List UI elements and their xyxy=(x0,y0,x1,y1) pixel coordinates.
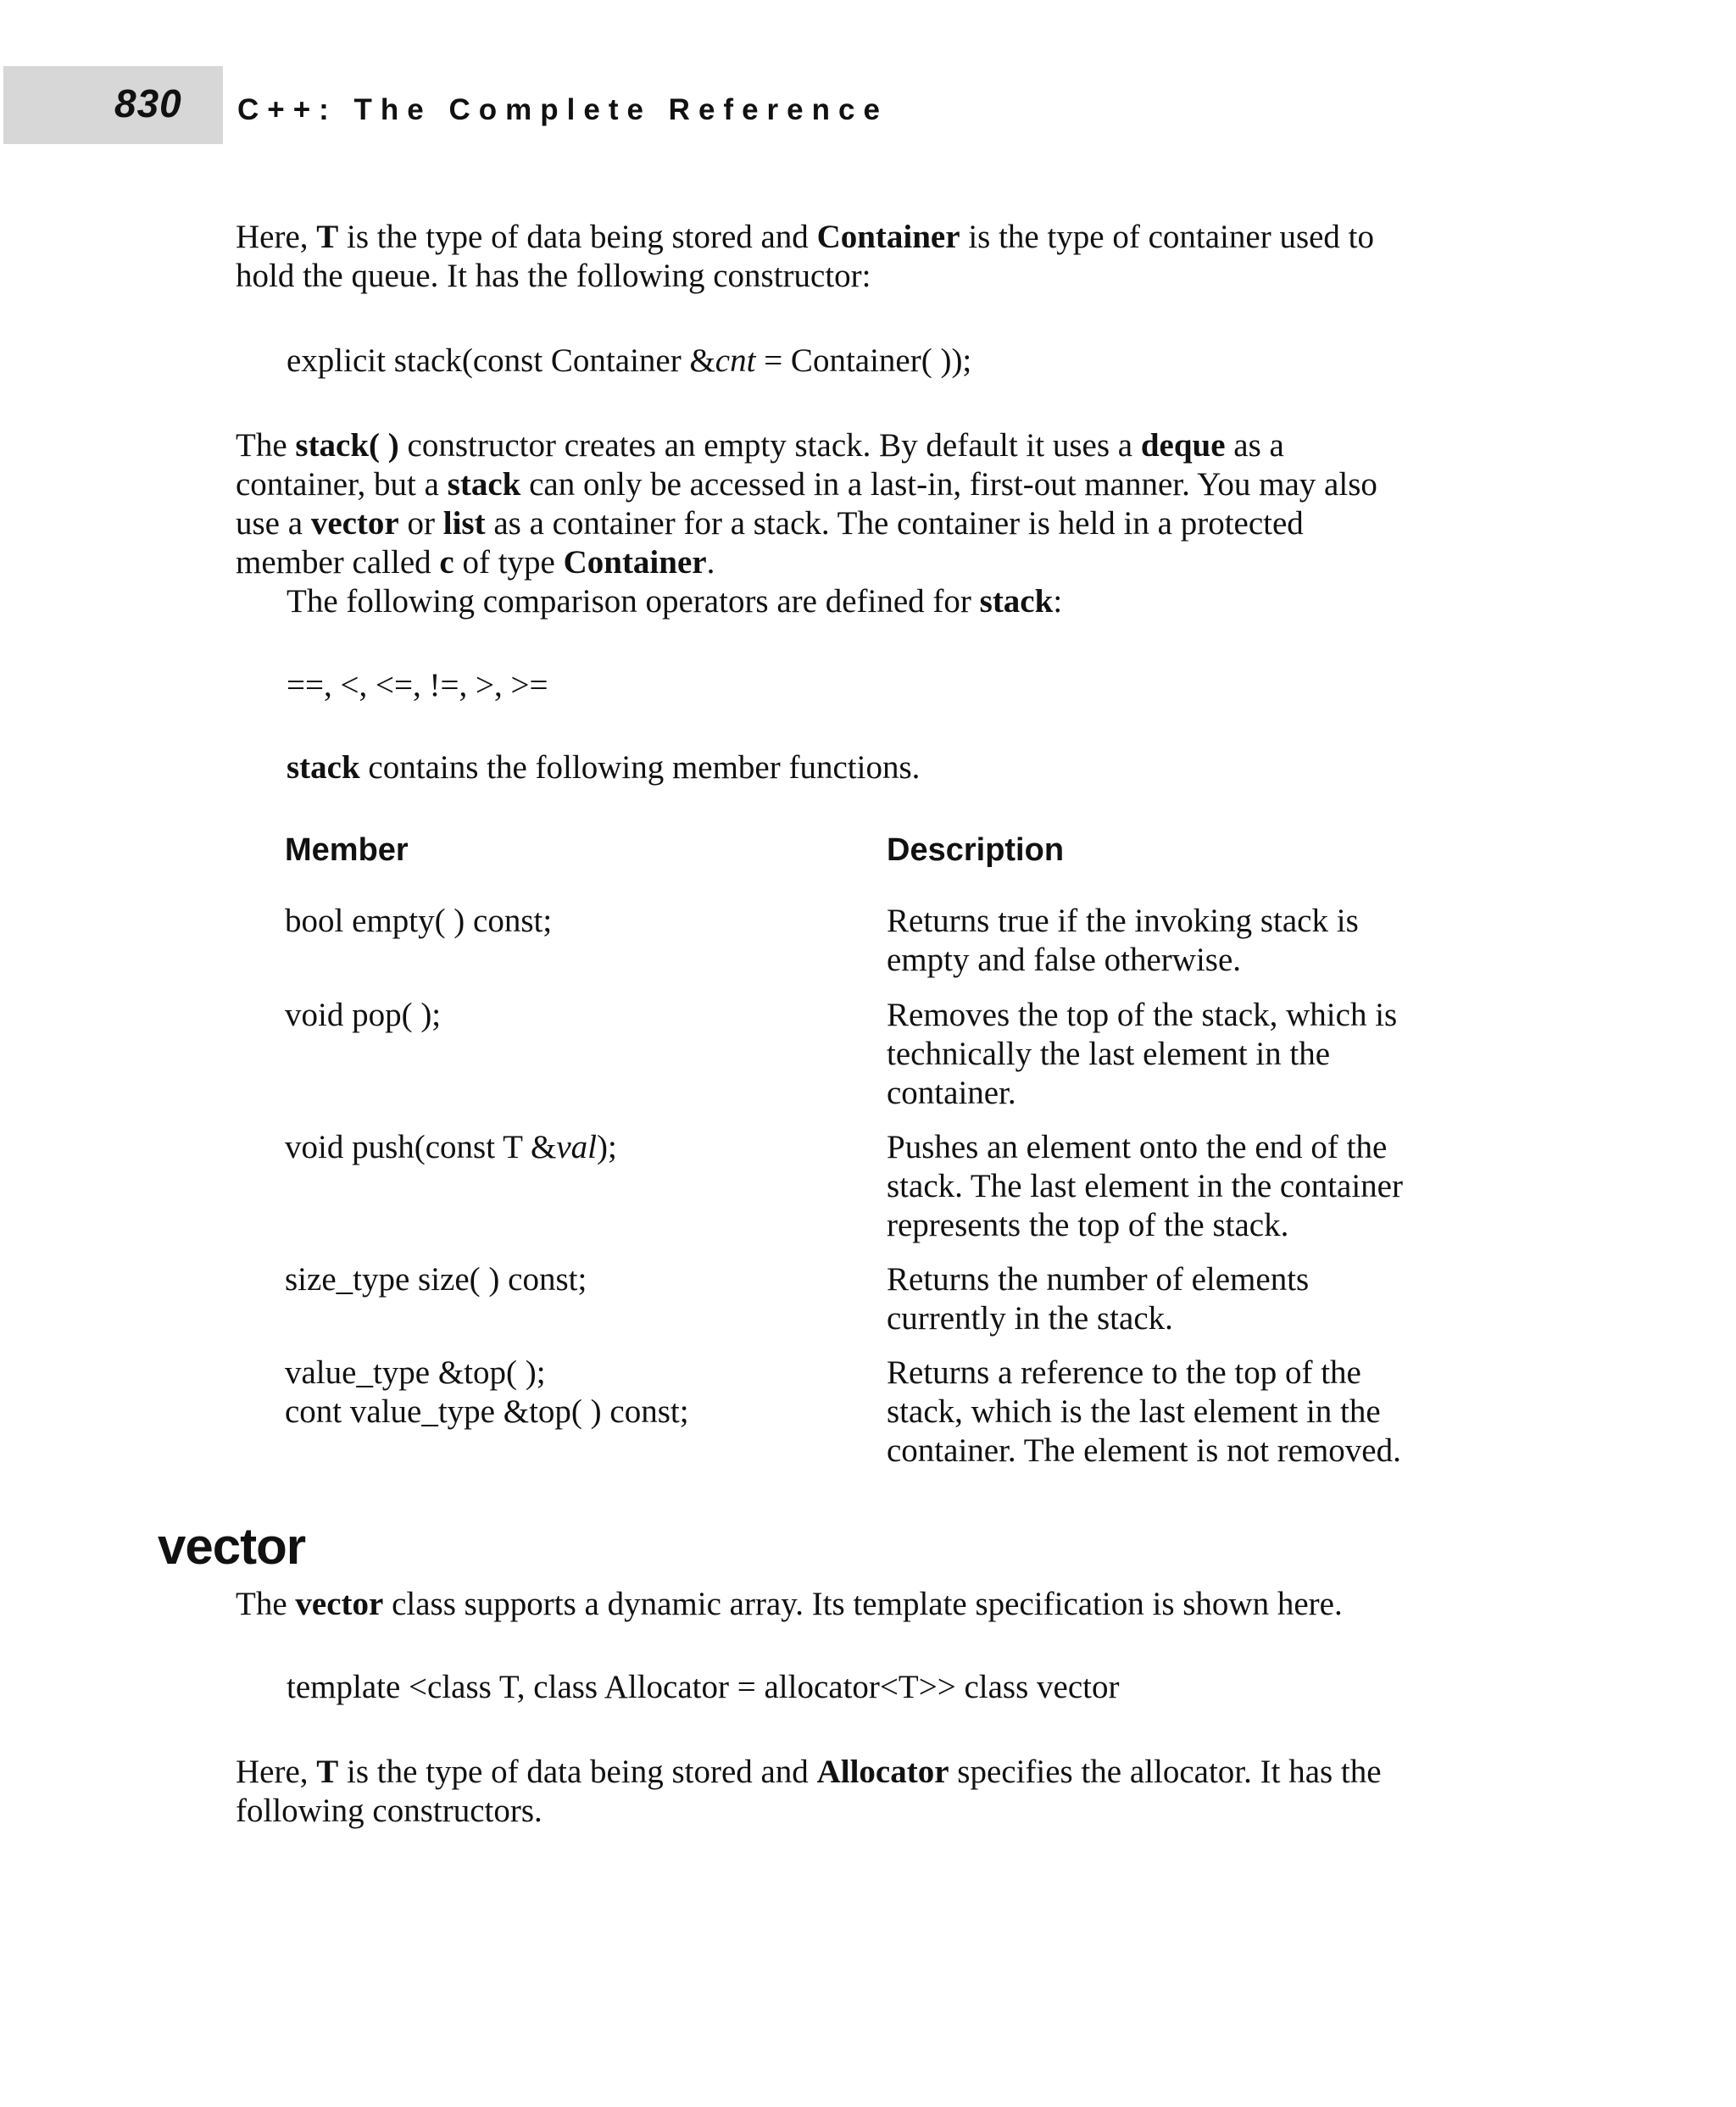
text-run: as a xyxy=(1225,427,1284,464)
vector-type-paragraph xyxy=(236,1753,1473,1831)
member-cell xyxy=(285,1260,861,1299)
bold-term: deque xyxy=(1140,427,1226,464)
bold-term: Container xyxy=(563,544,707,581)
bold-term: stack xyxy=(287,749,360,786)
text-run: as a container for a stack. The container is held in a protected xyxy=(485,505,1304,542)
member-functions-intro xyxy=(287,748,1524,787)
code-param: val xyxy=(556,1129,597,1165)
member-signature xyxy=(285,1128,861,1167)
vector-intro-paragraph xyxy=(236,1585,1473,1624)
member-signature: bool empty( ) const; xyxy=(285,903,553,939)
text-run: is the type of data being stored and xyxy=(338,219,817,255)
stack-description-paragraph xyxy=(236,426,1473,582)
text-run: member called xyxy=(236,544,440,581)
bold-term: T xyxy=(316,219,339,255)
text-run: Here, xyxy=(236,1754,317,1790)
text-run: hold the queue. It has the following constructor: xyxy=(236,258,871,294)
text-run: contains the following member functions. xyxy=(359,749,921,786)
code-text: ); xyxy=(596,1129,617,1165)
description-cell xyxy=(887,1128,1480,1245)
description-line: empty and false otherwise. xyxy=(887,942,1242,978)
bold-term: vector xyxy=(295,1586,384,1622)
text-run: following constructors. xyxy=(236,1793,542,1829)
description-cell xyxy=(887,1260,1480,1338)
description-line: Returns true if the invoking stack is xyxy=(887,903,1359,939)
text-run: The xyxy=(236,1586,296,1622)
text-run: constructor creates an empty stack. By default it uses a xyxy=(398,427,1141,464)
code-text: void push(const T & xyxy=(285,1129,557,1165)
member-signature: cont value_type &top( ) const; xyxy=(285,1393,689,1430)
text-run: The following comparison operators are defined for xyxy=(287,583,980,620)
member-cell xyxy=(285,902,861,941)
description-line: stack, which is the last element in the xyxy=(887,1393,1381,1430)
text-run: or xyxy=(398,505,443,542)
code-text: = Container( )); xyxy=(755,342,972,379)
bold-term: Allocator xyxy=(816,1754,949,1790)
text-run: can only be accessed in a last-in, first-out manner. You may also xyxy=(520,466,1377,503)
table-header-member: Member xyxy=(285,832,409,868)
description-line: container. xyxy=(887,1075,1016,1111)
page-number-tab xyxy=(3,66,223,144)
member-signature: size_type size( ) const; xyxy=(285,1261,587,1298)
text-run: The xyxy=(236,427,296,464)
text-run: is the type of container used to xyxy=(960,219,1375,255)
description-line: container. The element is not removed. xyxy=(887,1432,1401,1469)
member-cell xyxy=(285,1128,861,1167)
member-cell xyxy=(285,1354,861,1432)
bold-term: stack( ) xyxy=(295,427,399,464)
bold-term: list xyxy=(442,505,486,542)
description-line: Pushes an element onto the end of the xyxy=(887,1129,1388,1165)
running-head: C++: The Complete Reference xyxy=(237,93,888,126)
operators-intro-paragraph xyxy=(287,582,1524,621)
bold-term: vector xyxy=(310,505,399,542)
description-line: stack. The last element in the container xyxy=(887,1168,1403,1204)
bold-term: stack xyxy=(447,466,521,503)
text-run: : xyxy=(1053,583,1063,620)
text-run: use a xyxy=(236,505,311,542)
member-signature: value_type &top( ); xyxy=(285,1354,546,1391)
text-run: is the type of data being stored and xyxy=(338,1754,817,1790)
description-line: Returns a reference to the top of the xyxy=(887,1354,1361,1391)
vector-template-signature: template <class T, class Allocator = allocator<T>> class vector xyxy=(287,1669,1120,1705)
member-signature: void pop( ); xyxy=(285,997,442,1033)
text-run: class supports a dynamic array. Its template specification is shown here. xyxy=(383,1586,1343,1622)
description-cell xyxy=(887,996,1480,1113)
bold-term: c xyxy=(439,544,454,581)
text-run: of type xyxy=(453,544,564,581)
text-run: specifies the allocator. It has the xyxy=(949,1754,1382,1790)
member-cell xyxy=(285,996,861,1035)
text-run: . xyxy=(706,544,715,581)
description-line: Removes the top of the stack, which is xyxy=(887,997,1398,1033)
description-cell xyxy=(887,1354,1480,1470)
bold-term: Container xyxy=(816,219,960,255)
bold-term: stack xyxy=(979,583,1054,620)
intro-paragraph xyxy=(236,218,1473,296)
comparison-operators: ==, <, <=, !=, >, >= xyxy=(287,667,548,703)
description-line: currently in the stack. xyxy=(887,1300,1173,1337)
section-heading-vector: vector xyxy=(158,1518,306,1575)
description-line: represents the top of the stack. xyxy=(887,1207,1289,1243)
text-run: Here, xyxy=(236,219,317,255)
text-run: container, but a xyxy=(236,466,448,503)
code-text: explicit stack(const Container & xyxy=(287,342,715,379)
description-line: Returns the number of elements xyxy=(887,1261,1310,1298)
bold-term: T xyxy=(316,1754,339,1790)
constructor-signature xyxy=(287,342,971,381)
description-cell xyxy=(887,902,1480,980)
table-header-description: Description xyxy=(887,832,1065,868)
code-param: cnt xyxy=(715,342,756,379)
description-line: technically the last element in the xyxy=(887,1036,1331,1072)
page-number: 830 xyxy=(114,81,182,125)
